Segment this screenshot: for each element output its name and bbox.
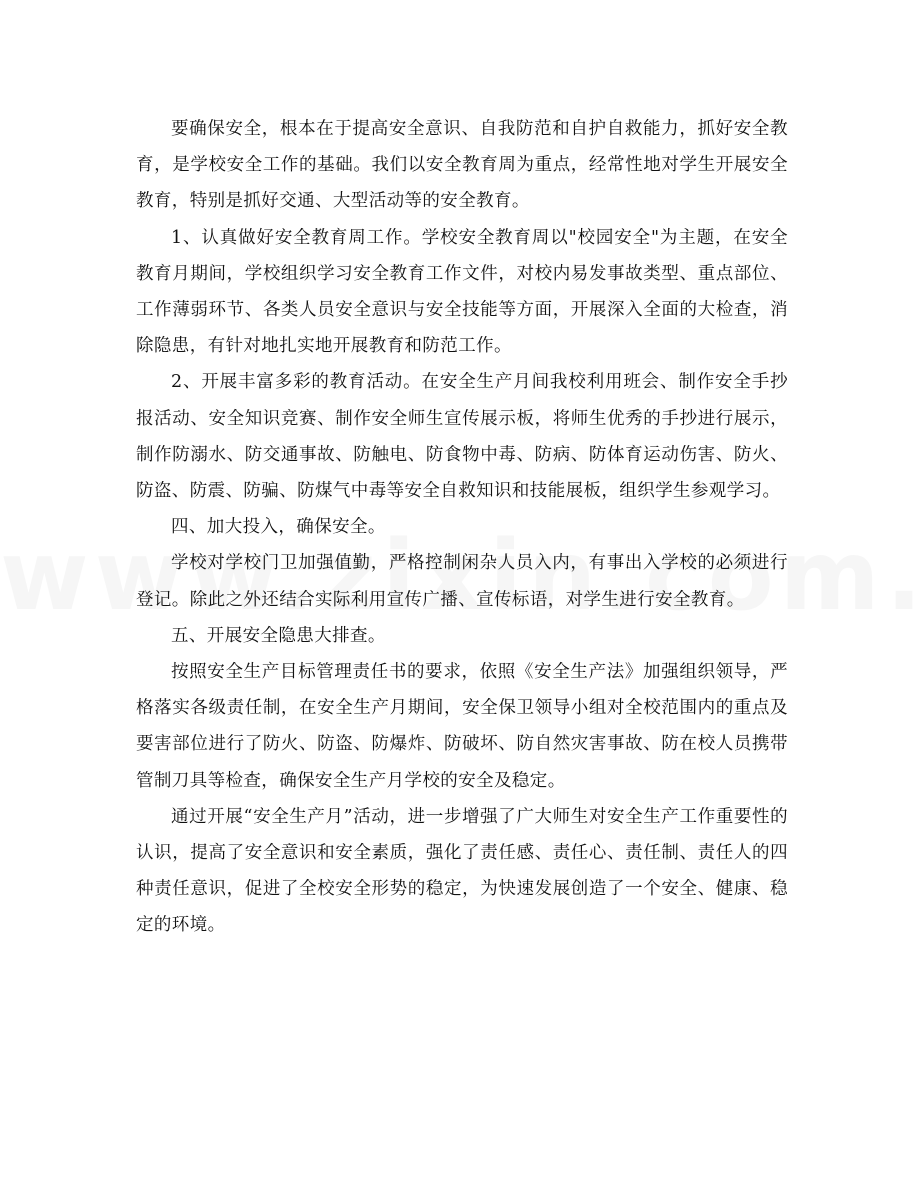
paragraph-section-5: 按照安全生产目标管理责任书的要求，依照《安全生产法》加强组织领导，严格落实各级责任制，在安全生产月期间，安全保卫领导小组对全校范围内的重点及要害部位进行了防火、防盗、防爆炸、防破坏、防自然灾害事故、防在校人员携带管制刀具等检查，确保安全生产月学校的安全及稳定。 [136, 662, 788, 791]
paragraph-item-1: 1、认真做好安全教育周工作。学校安全教育周以"校园安全"为主题，在安全教育月期间，学校组织学习安全教育工作文件，对校内易发事故类型、重点部位、工作薄弱环节、各类人员安全意识与安全技能等方面，开展深入全面的大检查，消除隐患，有针对地扎实地开展教育和防范工作。 [136, 227, 788, 357]
paragraph-conclusion: 通过开展“安全生产月”活动，进一步增强了广大师生对安全生产工作重要性的认识，提高了安全意识和安全素质，强化了责任感、责任心、责任制、责任人的四种责任意识，促进了全校安全形势的稳定，为快速发展创造了一个安全、健康、稳定的环境。 [136, 806, 788, 936]
document-body [136, 111, 788, 944]
paragraph-intro: 要确保安全，根本在于提高安全意识、自我防范和自护自救能力，抓好安全教育，是学校安全工作的基础。我们以安全教育周为重点，经常性地对学生开展安全教育，特别是抓好交通、大型活动等的安全教育。 [136, 119, 788, 212]
paragraph-item-2: 2、开展丰富多彩的教育活动。在安全生产月间我校利用班会、制作安全手抄报活动、安全知识竞赛、制作安全师生宣传展示板，将师生优秀的手抄进行展示，制作防溺水、防交通事故、防触电、防食物中毒、防病、防体育运动伤害、防火、防盗、防震、防骗、防煤气中毒等安全自救知识和技能展板，组织学生参观学习。 [136, 372, 788, 502]
section-heading-5: 五、开展安全隐患大排查。 [171, 625, 386, 646]
section-heading-4: 四、加大投入，确保安全。 [171, 517, 386, 538]
paragraph-section-4: 学校对学校门卫加强值勤，严格控制闲杂人员入内，有事出入学校的必须进行登记。除此之外还结合实际利用宣传广播、宣传标语，对学生进行安全教育。 [136, 553, 788, 610]
